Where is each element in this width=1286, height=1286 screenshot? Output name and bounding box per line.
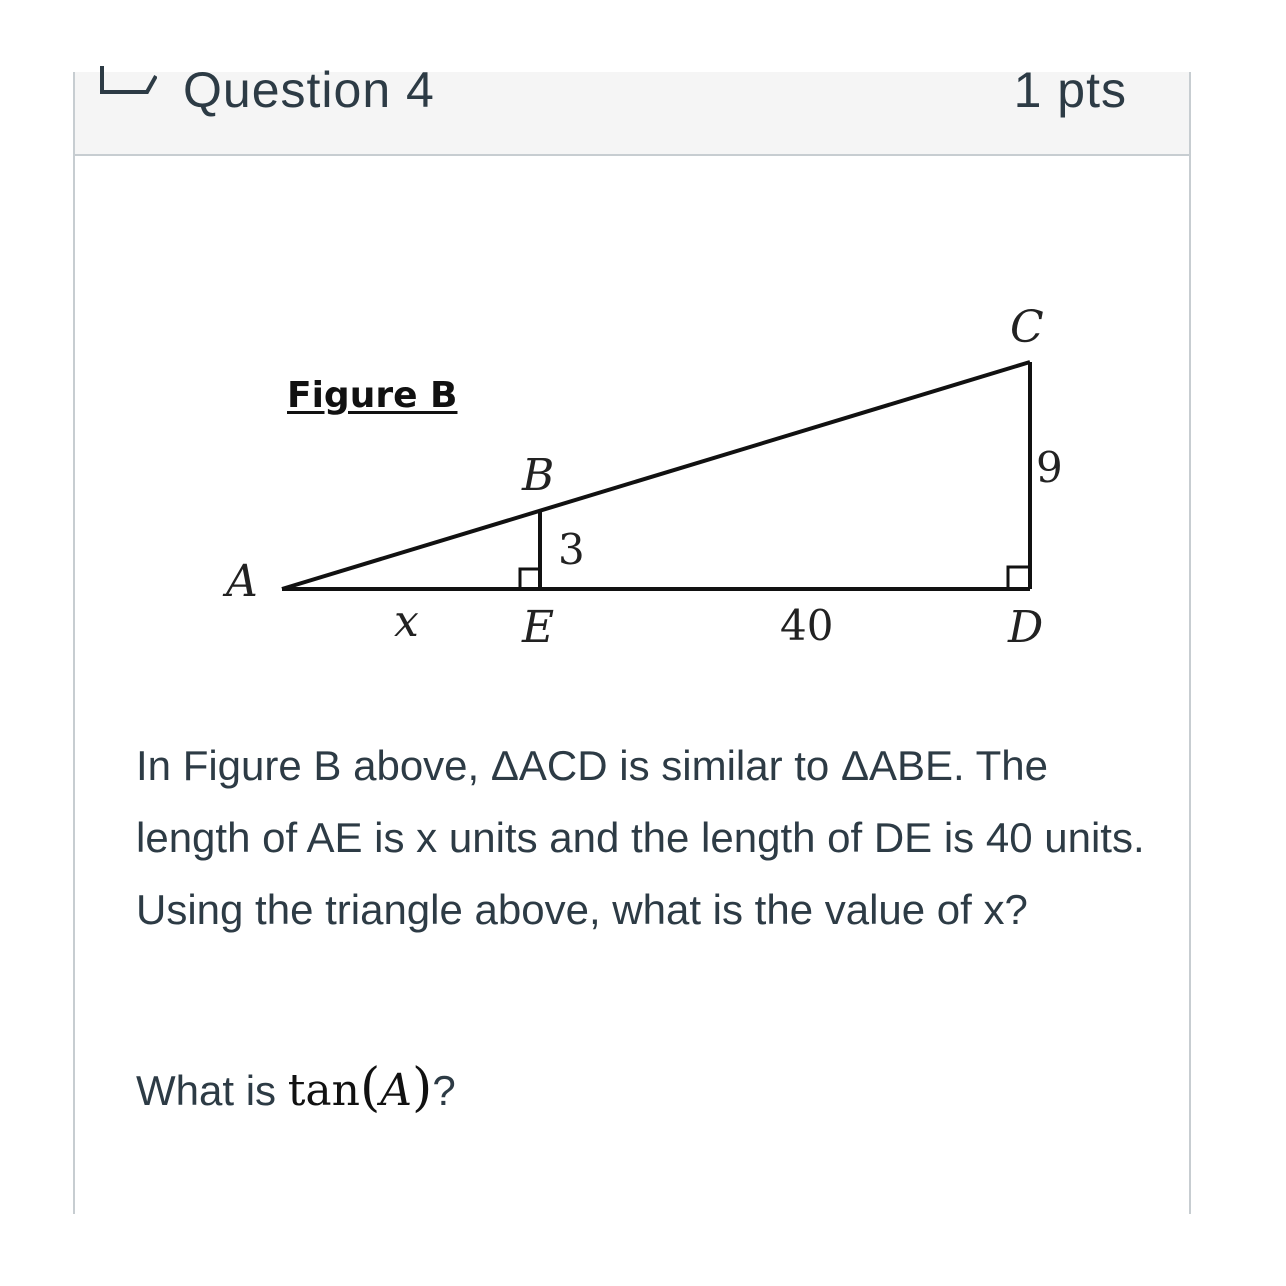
vertex-label-d: D xyxy=(1008,602,1044,653)
label-x: x xyxy=(394,596,419,647)
right-angle-e xyxy=(520,569,540,589)
question-title: Question 4 xyxy=(183,62,435,118)
question-prompt xyxy=(136,1052,456,1127)
flag-question-icon[interactable] xyxy=(99,66,157,102)
prompt-prefix: What is xyxy=(136,1067,288,1114)
figure-title: Figure B xyxy=(287,375,458,416)
vertex-label-a: A xyxy=(226,556,258,607)
math-open-paren: ( xyxy=(359,1058,381,1118)
right-angle-d xyxy=(1008,567,1030,589)
math-var: A xyxy=(380,1065,413,1116)
question-body: In Figure B above, ΔACD is similar to ΔABE. The length of AE is x units and the length of DE is 40 units. Using the triangle above, what is the value of x? xyxy=(136,742,1145,933)
prompt-suffix: ? xyxy=(432,1067,456,1114)
math-func: tan xyxy=(287,1065,360,1116)
figure-b xyxy=(150,230,1140,700)
question-text xyxy=(136,730,1146,946)
vertex-label-b: B xyxy=(522,450,555,501)
label-de: 40 xyxy=(780,601,834,650)
vertex-label-c: C xyxy=(1010,302,1044,353)
vertex-label-e: E xyxy=(522,602,555,653)
question-header xyxy=(75,62,1189,156)
question-points: 1 pts xyxy=(1013,62,1127,118)
triangle-diagram xyxy=(150,230,1140,700)
label-cd: 9 xyxy=(1036,443,1063,492)
math-close-paren: ) xyxy=(412,1058,433,1118)
label-be: 3 xyxy=(558,525,585,574)
math-expression xyxy=(287,1058,433,1118)
